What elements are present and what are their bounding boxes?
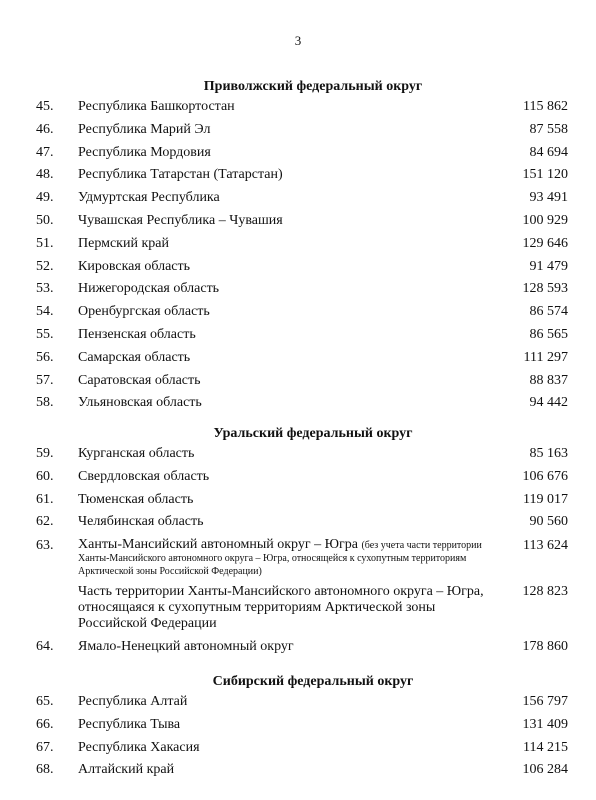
region-value: 128 593 [522,281,568,297]
row-number: 63. [36,538,54,554]
region-name: Ямало-Ненецкий автономный округ [78,639,294,655]
table-row [0,691,596,714]
row-number: 53. [36,281,54,297]
table-row [0,443,596,466]
region-value: 90 560 [529,514,568,530]
row-number: 65. [36,694,54,709]
region-value: 88 837 [529,372,568,388]
region-name: Чувашская Республика – Чувашия [78,212,283,228]
table-row [0,737,596,760]
region-value: 128 823 [522,584,568,600]
region-name: Республика Хакасия [78,739,200,755]
row-number: 52. [36,258,54,274]
row-number: 55. [36,326,54,342]
row-number: 54. [36,304,54,320]
region-value: 84 694 [529,144,568,160]
region-name: Ульяновская область [78,395,202,411]
region-value: 119 017 [523,491,568,507]
region-value: 85 163 [529,446,568,461]
table-row [0,636,596,659]
table-row [0,142,596,165]
region-value: 151 120 [522,167,568,183]
row-number: 58. [36,395,54,411]
region-value: 91 479 [529,258,568,274]
region-name: Челябинская область [78,514,204,530]
region-name: Пензенская область [78,326,196,342]
table-row [0,96,596,119]
region-name: Республика Мордовия [78,144,211,160]
region-name-block [78,534,498,577]
row-number: 68. [36,762,54,778]
table-row [0,347,596,370]
row-number: 46. [36,121,54,137]
region-name: Республика Марий Эл [78,121,211,137]
region-value: 86 565 [529,326,568,342]
table-row [0,580,596,636]
table-row [0,164,596,187]
table-row [0,370,596,393]
row-number: 56. [36,349,54,365]
region-name: Ханты-Мансийский автономный округ – Югра [78,537,358,553]
row-number: 67. [36,739,54,755]
table-row [0,187,596,210]
table-row [0,233,596,256]
region-name: Оренбургская область [78,304,210,320]
row-number: 45. [36,99,54,114]
row-number: 47. [36,144,54,160]
region-name: Кировская область [78,258,191,274]
row-number: 51. [36,235,54,251]
table-row [0,324,596,347]
region-name: Республика Тыва [78,716,181,732]
region-value: 100 929 [522,212,568,228]
table-row [0,489,596,512]
row-number: 57. [36,372,54,388]
region-note: (без учета части территории Ханты-Мансийского автономного округа – Югра, относящейся к сухопутным территориям Арктической зоны Российской Федерации) [78,540,482,578]
region-value: 106 676 [522,468,568,484]
region-name: Тюменская область [78,491,194,507]
region-value: 115 862 [523,99,568,114]
region-name: Свердловская область [78,468,210,484]
table-row [0,256,596,279]
region-value: 86 574 [529,304,568,320]
table-row [0,759,596,782]
region-value: 114 215 [523,739,568,755]
region-name: Алтайский край [78,762,175,778]
table-row [0,511,596,534]
section-ural [0,425,596,659]
table-row [0,119,596,142]
row-number: 62. [36,514,54,530]
row-number: 64. [36,639,54,655]
row-number: 48. [36,167,54,183]
row-number: 50. [36,212,54,228]
row-number: 66. [36,716,54,732]
region-name: Самарская область [78,349,191,365]
region-value: 178 860 [522,639,568,655]
row-number: 59. [36,446,54,461]
region-value: 106 284 [522,762,568,778]
section-title: Сибирский федеральный округ [212,674,414,689]
table-row [0,278,596,301]
section-siberian [0,673,596,782]
section-title: Приволжский федеральный округ [203,79,423,94]
table-row [0,301,596,324]
row-number: 61. [36,491,54,507]
region-value: 93 491 [529,190,568,206]
row-number: 49. [36,190,54,206]
page-number: 3 [294,33,302,48]
section-title: Уральский федеральный округ [213,426,413,441]
region-name: Саратовская область [78,372,201,388]
section-privolzhsky [0,78,596,415]
region-name: Часть территории Ханты-Мансийского автономного округа – Югра, относящаяся к сухопутным территориям Арктической зоны Российской Федерации [78,584,484,632]
region-value: 156 797 [522,694,568,709]
table-row [0,714,596,737]
region-value: 113 624 [523,538,568,554]
region-name: Нижегородская область [78,281,220,297]
region-value: 87 558 [529,121,568,137]
table-row [0,392,596,415]
region-name: Курганская область [78,446,195,461]
table-row [0,210,596,233]
region-name: Республика Алтай [78,694,188,709]
region-value: 131 409 [522,716,568,732]
region-name: Удмуртская Республика [78,190,220,206]
region-name: Республика Татарстан (Татарстан) [78,167,283,183]
region-value: 129 646 [522,235,568,251]
region-value: 111 297 [523,349,568,365]
region-name: Республика Башкортостан [78,99,235,114]
region-value: 94 442 [529,395,568,411]
table-row [0,466,596,489]
table-row [0,534,596,580]
region-name: Пермский край [78,235,169,251]
row-number: 60. [36,468,54,484]
